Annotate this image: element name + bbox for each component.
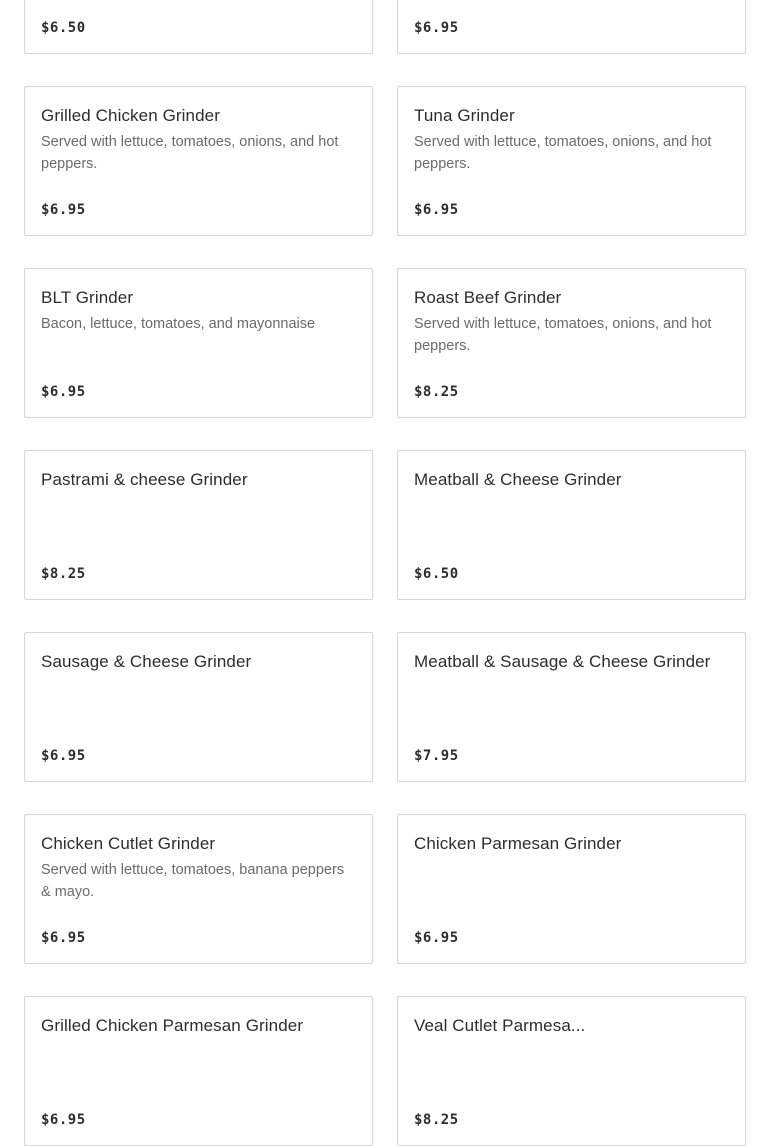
menu-item-name: Roast Beef Grinder: [414, 288, 562, 307]
menu-item-card[interactable]: [24, 814, 373, 964]
menu-item-card[interactable]: [24, 268, 373, 418]
menu-item-card[interactable]: [397, 0, 746, 54]
menu-item-price: $6.95: [41, 1112, 86, 1128]
menu-item-grid: [24, 0, 746, 1146]
menu-item-name: BLT Grinder: [41, 288, 134, 307]
menu-item-price: $6.95: [41, 748, 86, 764]
menu-item-price: $6.95: [414, 20, 459, 36]
menu-item-description: Served with lettuce, tomatoes, onions, and hot peppers.: [414, 316, 712, 354]
menu-item-name: Sausage & Cheese Grinder: [41, 652, 252, 671]
menu-item-name: Chicken Parmesan Grinder: [414, 834, 622, 853]
menu-item-price: $6.50: [41, 20, 86, 36]
menu-item-price: $6.50: [414, 566, 459, 582]
menu-item-price: $8.25: [414, 384, 459, 400]
menu-item-price: $6.95: [414, 930, 459, 946]
menu-item-card[interactable]: [24, 86, 373, 236]
menu-item-description: Served with lettuce, tomatoes, onions, and hot peppers.: [41, 134, 339, 172]
menu-item-card[interactable]: [397, 450, 746, 600]
menu-item-price: $6.95: [41, 384, 86, 400]
menu-item-price: $8.25: [414, 1112, 459, 1128]
menu-item-price: $7.95: [414, 748, 459, 764]
menu-item-card[interactable]: [397, 268, 746, 418]
menu-item-name: Chicken Cutlet Grinder: [41, 834, 216, 853]
menu-item-card[interactable]: [397, 996, 746, 1146]
menu-item-price: $6.95: [41, 202, 86, 218]
menu-item-description: Served with lettuce, tomatoes, banana peppers & mayo.: [41, 862, 345, 900]
menu-item-name: Tuna Grinder: [414, 106, 515, 125]
menu-item-description: Bacon, lettuce, tomatoes, and mayonnaise: [41, 316, 316, 332]
menu-item-card[interactable]: [24, 450, 373, 600]
menu-item-card[interactable]: [24, 632, 373, 782]
menu-item-name: Meatball & Sausage & Cheese Grinder: [414, 652, 711, 671]
menu-item-card[interactable]: [397, 86, 746, 236]
menu-item-name: Meatball & Cheese Grinder: [414, 470, 622, 489]
menu-item-name: Grilled Chicken Grinder: [41, 106, 220, 125]
menu-item-price: $6.95: [414, 202, 459, 218]
menu-item-price: $6.95: [41, 930, 86, 946]
menu-item-description: Served with lettuce, tomatoes, onions, and hot peppers.: [414, 134, 712, 172]
menu-item-price: $8.25: [41, 566, 86, 582]
menu-item-name: Grilled Chicken Parmesan Grinder: [41, 1016, 304, 1035]
menu-item-card[interactable]: [397, 814, 746, 964]
menu-item-card[interactable]: [24, 0, 373, 54]
menu-item-name: Pastrami & cheese Grinder: [41, 470, 248, 489]
menu-item-name: Veal Cutlet Parmesa...: [414, 1016, 586, 1035]
menu-item-card[interactable]: [397, 632, 746, 782]
menu-item-card[interactable]: [24, 996, 373, 1146]
